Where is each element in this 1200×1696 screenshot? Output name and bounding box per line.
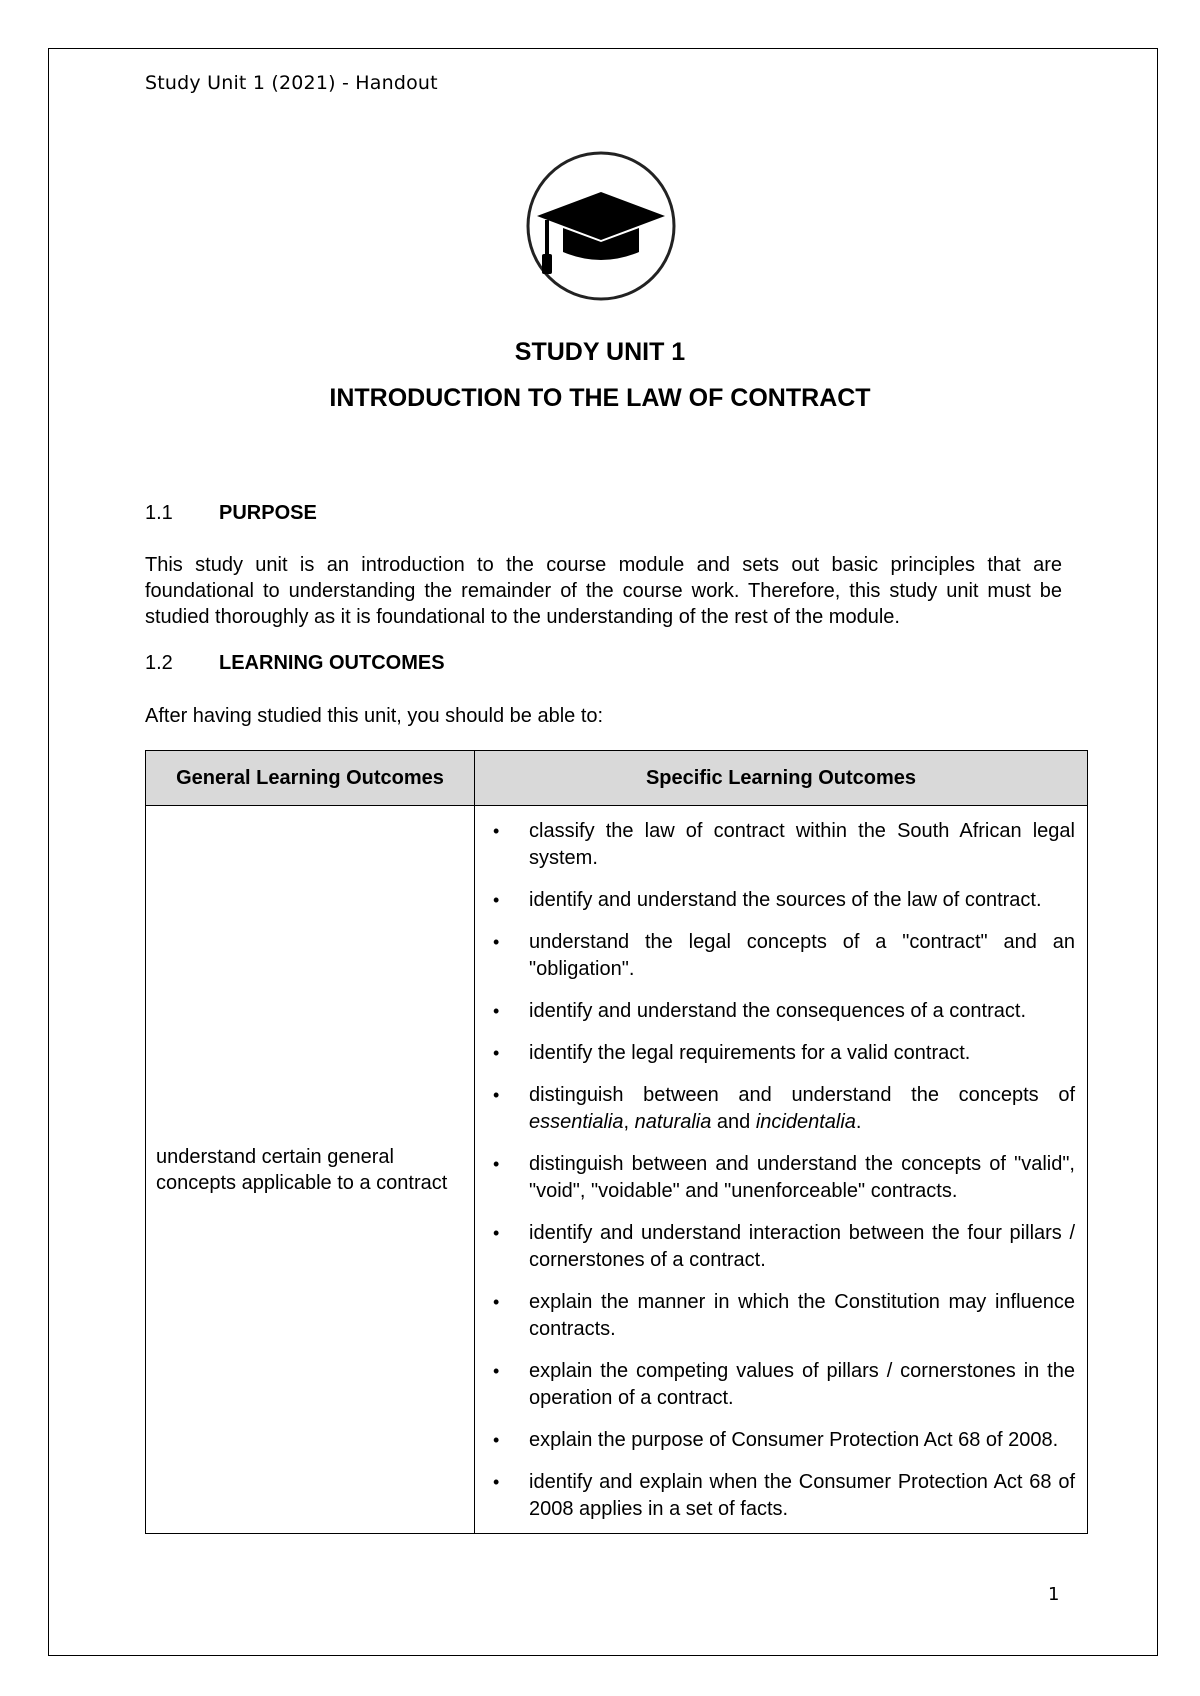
page-number: 1	[1048, 1584, 1060, 1605]
list-item	[487, 1289, 1075, 1343]
list-item-text-prefix: distinguish between and understand the concepts of	[529, 1084, 1075, 1106]
bullet-icon: •	[493, 1043, 500, 1063]
specific-outcomes-list	[487, 818, 1075, 1523]
list-item	[487, 887, 1075, 914]
list-item-text: explain the competing values of pillars / cornerstones in the operation of a contract.	[529, 1360, 1075, 1409]
bullet-icon: •	[493, 932, 500, 952]
table-row	[146, 806, 1088, 1534]
bullet-icon: •	[493, 1085, 500, 1105]
page-header: Study Unit 1 (2021) - Handout	[145, 72, 438, 94]
graduation-cap-icon	[525, 150, 677, 302]
list-item-text: identify and understand the sources of the law of contract.	[529, 889, 1042, 911]
bullet-icon: •	[493, 1361, 500, 1381]
list-item	[487, 818, 1075, 872]
list-item	[487, 1040, 1075, 1067]
bullet-icon: •	[493, 1292, 500, 1312]
section-number: 1.1	[145, 502, 173, 524]
list-item-text: classify the law of contract within the South African legal system.	[529, 820, 1075, 869]
bullet-icon: •	[493, 1154, 500, 1174]
list-item-text: distinguish between and understand the concepts of "valid", "void", "voidable" and "unenforceable" contracts.	[529, 1153, 1075, 1202]
list-item	[487, 1427, 1075, 1454]
list-item-text	[529, 1084, 1075, 1133]
list-item	[487, 1469, 1075, 1523]
column-header-general: General Learning Outcomes	[146, 751, 475, 806]
bullet-icon: •	[493, 890, 500, 910]
list-item-text: identify and understand interaction between the four pillars / cornerstones of a contract.	[529, 1222, 1075, 1271]
bullet-icon: •	[493, 1430, 500, 1450]
bullet-icon: •	[493, 1001, 500, 1021]
section-label: PURPOSE	[219, 502, 317, 524]
learning-outcomes-table	[145, 750, 1088, 1534]
column-header-specific: Specific Learning Outcomes	[475, 751, 1088, 806]
bullet-icon: •	[493, 821, 500, 841]
section-heading-outcomes	[145, 652, 445, 675]
separator: ,	[623, 1111, 635, 1133]
separator: and	[711, 1111, 756, 1133]
specific-outcomes-cell	[475, 806, 1088, 1534]
unit-subtitle: INTRODUCTION TO THE LAW OF CONTRACT	[329, 384, 871, 412]
term-incidentalia: incidentalia	[755, 1111, 856, 1133]
list-item-text-suffix: .	[855, 1111, 862, 1133]
outcomes-intro: After having studied this unit, you should be able to:	[145, 705, 604, 727]
list-item	[487, 1220, 1075, 1274]
section-number: 1.2	[145, 652, 173, 674]
purpose-paragraph: This study unit is an introduction to the course module and sets out basic principles that are foundational to understanding the remainder of the course work. Therefore, this study unit must be studied thoroughly as it is foundational to the understanding of the rest of the module.	[145, 554, 1062, 628]
list-item	[487, 998, 1075, 1025]
list-item-text: understand the legal concepts of a "contract" and an "obligation".	[529, 931, 1075, 980]
list-item	[487, 1082, 1075, 1136]
term-naturalia: naturalia	[634, 1111, 712, 1133]
list-item-text: identify the legal requirements for a valid contract.	[529, 1042, 971, 1064]
list-item-text: identify and explain when the Consumer Protection Act 68 of 2008 applies in a set of facts.	[529, 1471, 1075, 1520]
table-header-row	[146, 751, 1088, 806]
bullet-icon: •	[493, 1472, 500, 1492]
list-item	[487, 1358, 1075, 1412]
bullet-icon: •	[493, 1223, 500, 1243]
list-item-text: explain the manner in which the Constitution may influence contracts.	[529, 1291, 1075, 1340]
section-heading-purpose	[145, 502, 317, 525]
unit-title: STUDY UNIT 1	[514, 338, 686, 366]
section-label: LEARNING OUTCOMES	[219, 652, 445, 674]
general-outcome-cell: understand certain general concepts applicable to a contract	[146, 806, 475, 1534]
list-item-text: identify and understand the consequences of a contract.	[529, 1000, 1027, 1022]
term-essentialia: essentialia	[529, 1111, 624, 1133]
list-item-text: explain the purpose of Consumer Protection Act 68 of 2008.	[529, 1429, 1059, 1451]
list-item	[487, 929, 1075, 983]
list-item	[487, 1151, 1075, 1205]
